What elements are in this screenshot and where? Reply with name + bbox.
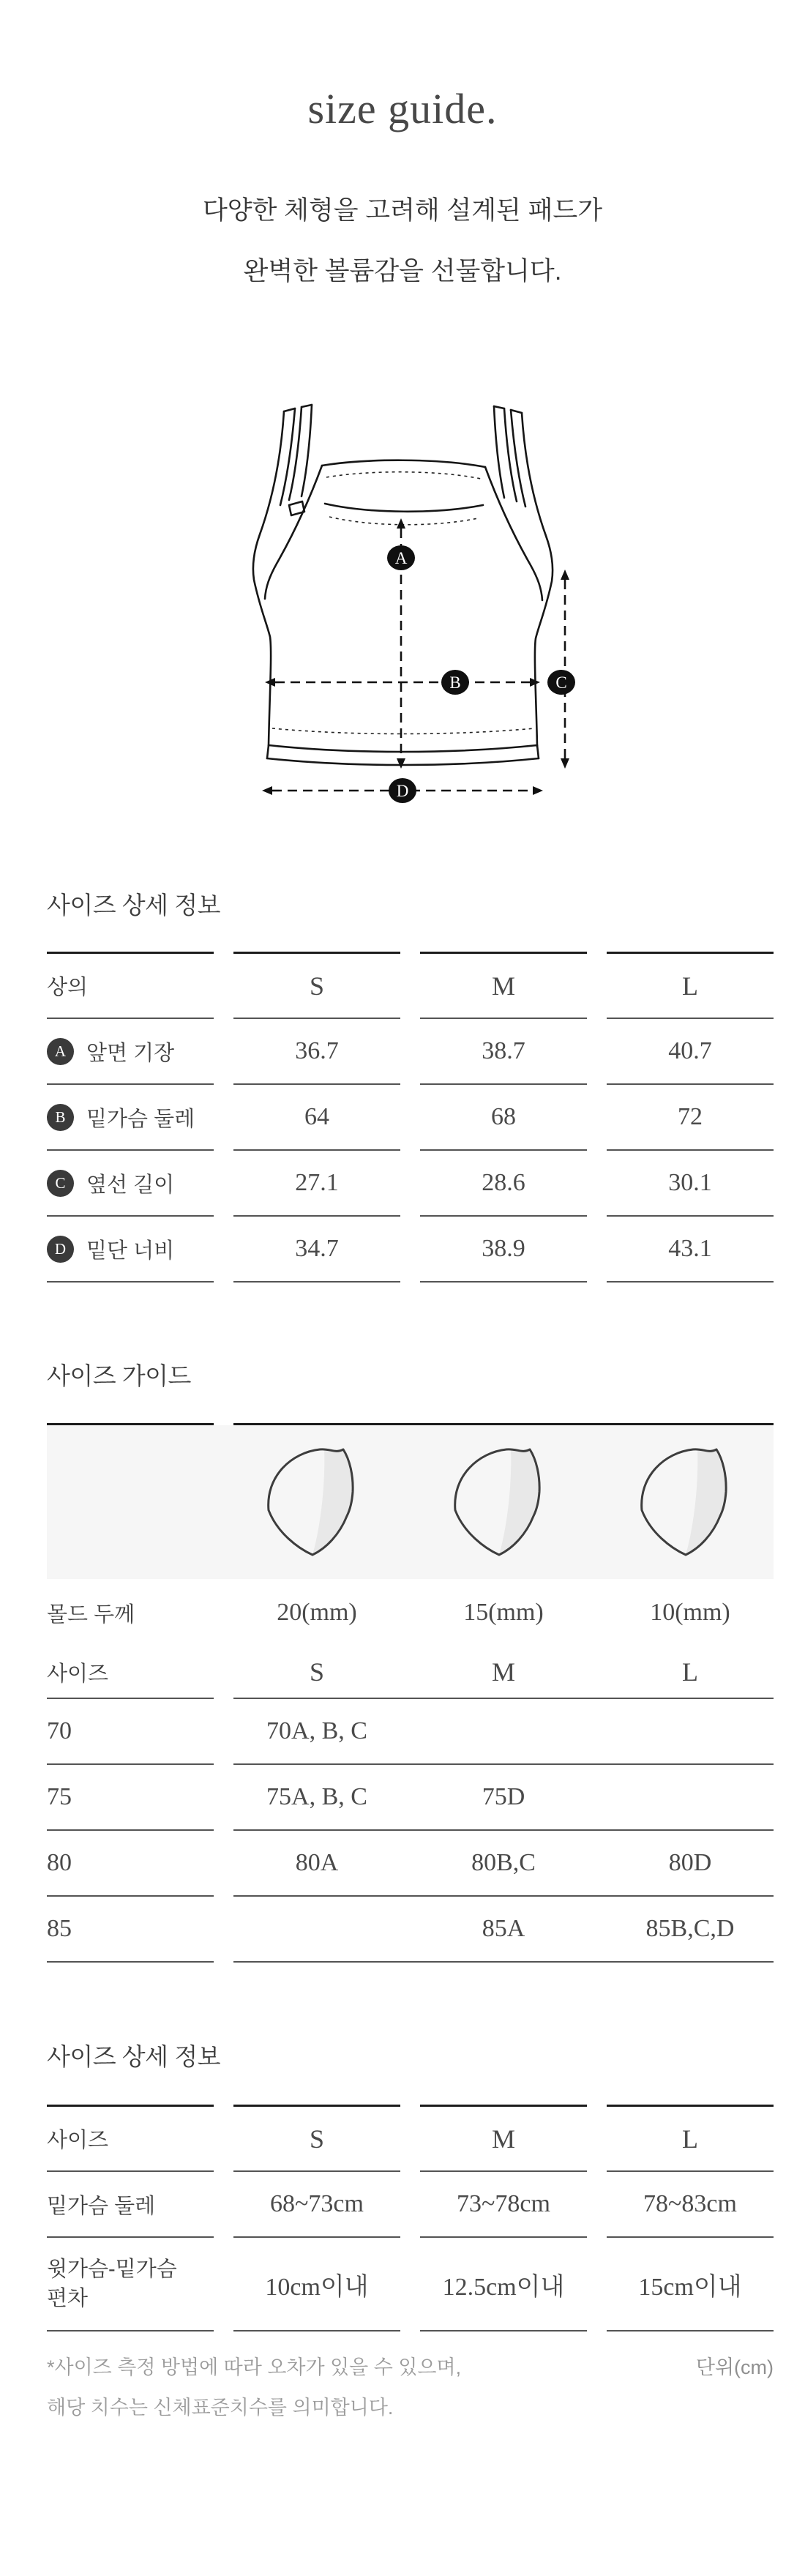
band-label: 85 <box>47 1915 72 1942</box>
value-m: 12.5cm이내 <box>442 2273 565 2301</box>
pad-illustration-band <box>47 1425 774 1579</box>
value-m: 80B,C <box>471 1849 536 1876</box>
garment-measurement-diagram <box>220 395 585 805</box>
value-l: 40.7 <box>668 1037 712 1064</box>
table-header-row <box>47 2107 774 2170</box>
subtitle-line-2: 완벽한 볼륨감을 선물합니다. <box>243 257 562 285</box>
subtitle-line-1: 다양한 체형을 고려해 설계된 패드가 <box>202 196 603 225</box>
value-m: 15(mm) <box>463 1599 544 1626</box>
footnote <box>47 2348 774 2428</box>
value-m: 73~78cm <box>457 2190 550 2217</box>
value-s: 27.1 <box>295 1169 339 1196</box>
column-header-category: 상의 <box>47 976 89 999</box>
column-header-m: M <box>491 971 515 1001</box>
size-row <box>47 1646 774 1698</box>
page-title: size guide. <box>307 85 498 132</box>
diagram-badge-b: B <box>449 673 461 692</box>
column-header-l: L <box>682 971 698 1001</box>
value-s: 70A, B, C <box>266 1717 367 1744</box>
row-badge-c: C <box>47 1170 74 1197</box>
body-size-table <box>47 2105 774 2332</box>
unit-label: 단위(cm) <box>695 2356 774 2378</box>
column-header-category: 사이즈 <box>47 2129 109 2152</box>
garment-diagram-svg <box>220 395 585 805</box>
band-row-70 <box>47 1699 774 1763</box>
value-s: 36.7 <box>295 1037 339 1064</box>
table-row <box>47 1085 774 1149</box>
band-row-85 <box>47 1897 774 1961</box>
size-disclaimer <box>47 2348 461 2428</box>
row-label-line-2: 편차 <box>47 2287 89 2310</box>
page-subtitle <box>0 180 805 302</box>
value-m: 28.6 <box>482 1169 525 1196</box>
band-label: 80 <box>47 1849 72 1876</box>
diagram-badge-d: D <box>396 782 409 800</box>
column-header-s: S <box>309 2124 325 2154</box>
value-l: 30.1 <box>668 1169 712 1196</box>
diagram-badge-c: C <box>555 673 567 692</box>
section-heading-size-detail: 사이즈 상세 정보 <box>47 892 220 919</box>
value-m: 38.9 <box>482 1235 525 1262</box>
section-heading-size-guide: 사이즈 가이드 <box>47 1362 191 1389</box>
bra-pad-icon <box>441 1440 566 1564</box>
value-l: 43.1 <box>668 1235 712 1262</box>
value-m: 68 <box>491 1103 516 1130</box>
row-label-line-1: 윗가슴-밑가슴 <box>47 2258 177 2281</box>
table-row-bust-difference <box>47 2238 774 2330</box>
disclaimer-line-2: 해당 치수는 신체표준치수를 의미합니다. <box>47 2397 394 2419</box>
band-label: 75 <box>47 1783 72 1810</box>
value-m: M <box>491 1657 515 1687</box>
band-label: 70 <box>47 1717 72 1744</box>
table-row <box>47 1217 774 1281</box>
disclaimer-line-1: *사이즈 측정 방법에 따라 오차가 있을 수 있으며, <box>47 2356 462 2378</box>
row-badge-a: A <box>47 1038 74 1065</box>
value-s: 75A, B, C <box>266 1783 367 1810</box>
value-s: 20(mm) <box>277 1599 357 1626</box>
bra-pad-illustration-10mm <box>607 1440 774 1564</box>
value-s: 80A <box>295 1849 339 1876</box>
bra-pad-illustration-20mm <box>233 1440 400 1564</box>
value-s: 34.7 <box>295 1235 339 1262</box>
row-label: 밑가슴 둘레 <box>47 2194 156 2218</box>
table-row <box>47 1151 774 1215</box>
row-label: 몰드 두께 <box>47 1602 135 1627</box>
value-s: 10cm이내 <box>265 2273 369 2301</box>
value-m: 38.7 <box>482 1037 525 1064</box>
row-label: 밑단 너비 <box>86 1239 175 1263</box>
size-guide-table <box>47 1423 774 1963</box>
diagram-badge-a: A <box>394 549 408 567</box>
value-s: 68~73cm <box>270 2190 364 2217</box>
size-detail-table <box>47 952 774 1283</box>
row-badge-b: B <box>47 1104 74 1131</box>
value-l: 78~83cm <box>643 2190 737 2217</box>
value-s: S <box>309 1657 325 1687</box>
bra-pad-icon <box>255 1440 379 1564</box>
row-label: 앞면 기장 <box>86 1041 175 1065</box>
value-l: 80D <box>668 1849 712 1876</box>
table-row-underbust <box>47 2172 774 2236</box>
value-l: 15cm이내 <box>638 2273 742 2301</box>
column-header-m: M <box>491 2124 515 2154</box>
table-row <box>47 1019 774 1083</box>
value-l: 85B,C,D <box>645 1915 735 1942</box>
value-m: 75D <box>482 1783 525 1810</box>
value-m: 85A <box>482 1915 525 1942</box>
table-header-row <box>47 954 774 1018</box>
row-label <box>47 2255 214 2313</box>
bra-pad-icon <box>628 1440 752 1564</box>
row-label: 밑가슴 둘레 <box>86 1107 195 1131</box>
column-header-s: S <box>309 971 325 1001</box>
band-row-75 <box>47 1765 774 1829</box>
value-l: L <box>682 1657 698 1687</box>
value-l: 72 <box>678 1103 703 1130</box>
value-s: 64 <box>304 1103 329 1130</box>
bra-pad-illustration-15mm <box>420 1440 587 1564</box>
mold-thickness-row <box>47 1579 774 1646</box>
section-heading-body-size: 사이즈 상세 정보 <box>47 2043 220 2070</box>
row-label: 사이즈 <box>47 1662 109 1686</box>
row-label: 옆선 길이 <box>86 1173 175 1197</box>
column-header-l: L <box>682 2124 698 2154</box>
row-badge-d: D <box>47 1236 74 1263</box>
band-row-80 <box>47 1831 774 1895</box>
value-l: 10(mm) <box>650 1599 730 1626</box>
